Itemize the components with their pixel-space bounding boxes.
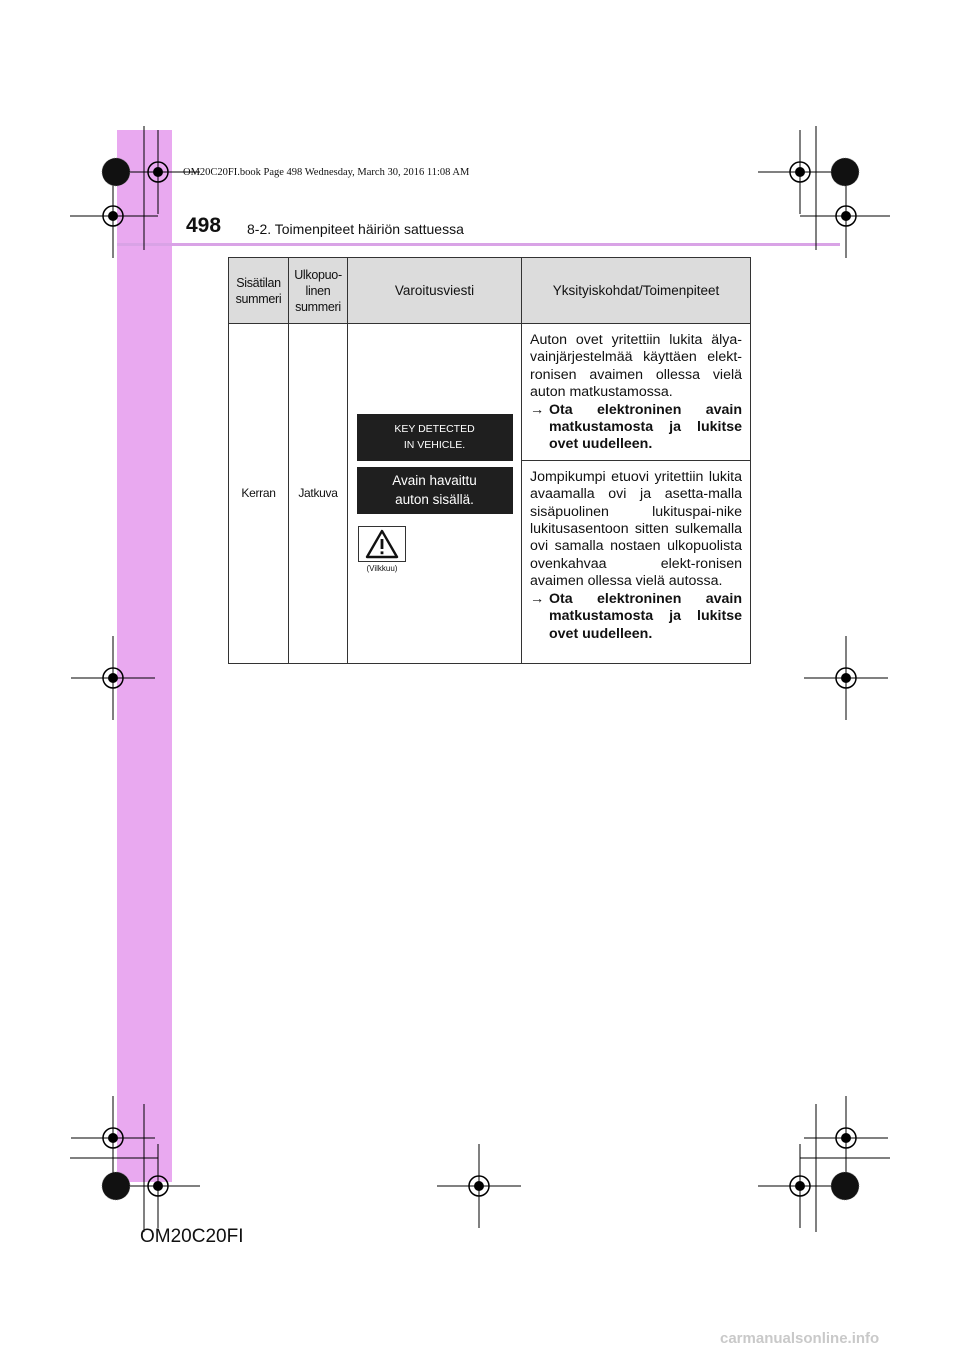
arrow-icon: → bbox=[530, 590, 545, 607]
display-message-english bbox=[357, 414, 513, 461]
reg-target-top-right-2 bbox=[804, 174, 888, 258]
reg-target-top-right bbox=[758, 130, 842, 214]
header-exterior-buzzer-line1: Ulkopuo- bbox=[294, 267, 342, 282]
header-interior-buzzer bbox=[229, 258, 289, 324]
warning-indicator bbox=[358, 526, 418, 573]
warning-message-table bbox=[228, 257, 751, 664]
cell-exterior-buzzer: Jatkuva bbox=[289, 324, 348, 664]
header-exterior-buzzer-line2: linen bbox=[305, 283, 331, 298]
header-warning-message: Varoitusviesti bbox=[348, 258, 522, 324]
detail-1-action-text: Ota elektroninen avain matkustamosta ja lukitse ovet uudelleen. bbox=[549, 401, 742, 453]
display-en-line1: KEY DETECTED bbox=[394, 423, 475, 436]
header-exterior-buzzer bbox=[289, 258, 348, 324]
display-fi-line1: Avain havaittu bbox=[392, 473, 477, 489]
cell-interior-buzzer: Kerran bbox=[229, 324, 289, 664]
cell-warning-message bbox=[348, 324, 522, 664]
cell-detail-1 bbox=[522, 324, 751, 461]
header-exterior-buzzer-line3: summeri bbox=[295, 299, 341, 314]
reg-target-top-left-2 bbox=[71, 174, 155, 258]
table-row bbox=[229, 324, 751, 461]
reg-target-bottom-left bbox=[71, 1096, 155, 1180]
detail-2-action bbox=[530, 591, 742, 643]
section-title: 8-2. Toimenpiteet häiriön sattuessa bbox=[247, 221, 464, 237]
detail-2-action-text: Ota elektroninen avain matkustamosta ja lukitse ovet uudelleen. bbox=[549, 590, 742, 642]
arrow-icon: → bbox=[530, 401, 545, 418]
table-header-row bbox=[229, 258, 751, 324]
footer-manual-code: OM20C20FI bbox=[140, 1226, 244, 1247]
reg-target-bottom-center bbox=[437, 1144, 521, 1228]
detail-1-action bbox=[530, 402, 742, 454]
header-details: Yksityiskohdat/Toimenpiteet bbox=[522, 258, 751, 324]
reg-target-mid-left bbox=[71, 636, 155, 720]
warning-caption: (Vilkkuu) bbox=[366, 563, 398, 573]
footer-watermark: carmanualsonline.info bbox=[720, 1330, 880, 1347]
reg-target-mid-right bbox=[804, 636, 888, 720]
warning-triangle-icon bbox=[365, 529, 399, 559]
display-en-line2: IN VEHICLE. bbox=[403, 439, 466, 452]
reg-target-bottom-right bbox=[804, 1096, 888, 1180]
page-number: 498 bbox=[186, 214, 222, 237]
header-interior-buzzer-label: Sisätilan summeri bbox=[235, 275, 282, 306]
reg-target-bottom-right-2 bbox=[758, 1144, 842, 1228]
book-stamp: OM20C20FI.book Page 498 Wednesday, March 30, 2016 11:08 AM bbox=[183, 167, 470, 178]
cell-detail-2 bbox=[522, 460, 751, 663]
display-message-finnish bbox=[357, 467, 513, 514]
detail-2-text: Jompikumpi etuovi yritettiin lukita avaamalla ovi ja asetta-malla sisäpuolinen lukituspai-nike lukitusasentoon sitten sulkemalla ovi samalla nostaen ulkopuolista ovenkahvaa elekt-ronisen avaimen ollessa vielä autossa. bbox=[530, 468, 742, 590]
display-fi-line2: auton sisällä. bbox=[395, 492, 474, 508]
detail-1-text: Auton ovet yritettiin lukita älya-vainjärjestelmää käyttäen elekt-ronisen avaimen ollessa vielä auton matkustamossa. bbox=[530, 332, 742, 401]
